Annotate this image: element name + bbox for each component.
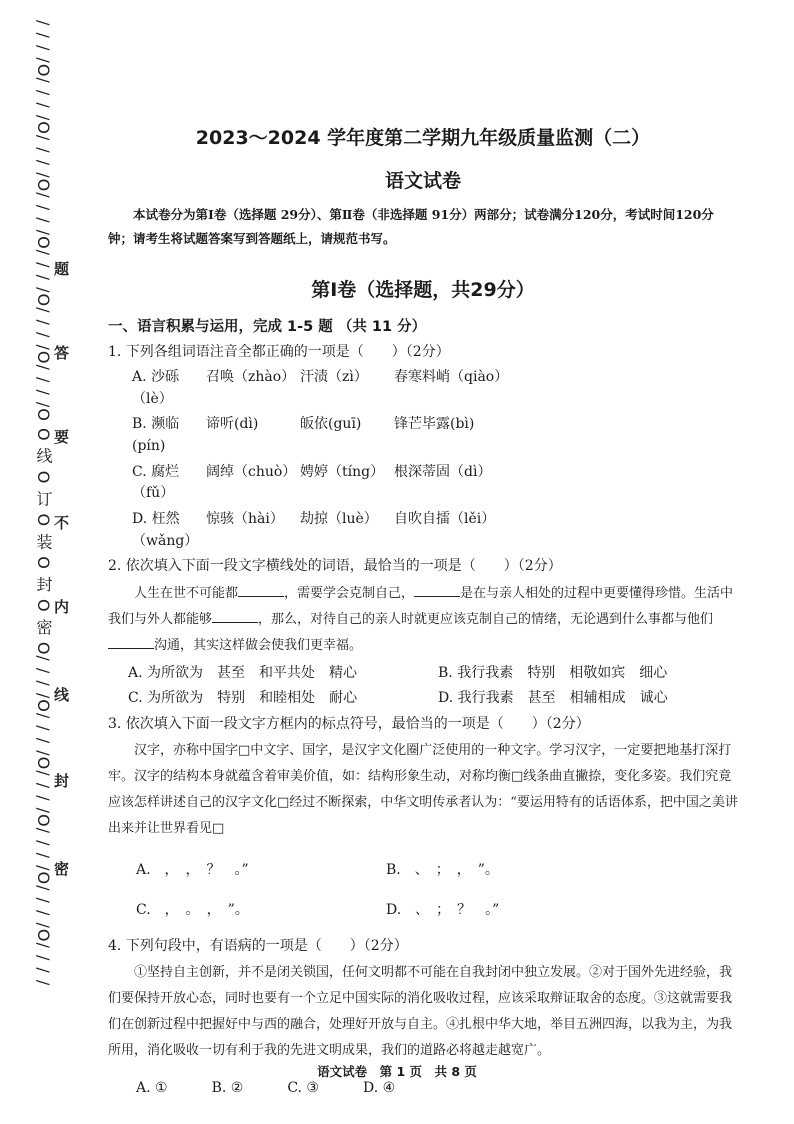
q1-option-cell: C. 腐烂（fǔ） [132, 463, 180, 502]
page-footer: 语文试卷 第 1 页 共 8 页 [317, 1064, 477, 1079]
fill-blank [108, 636, 154, 649]
fill-blank [212, 610, 258, 623]
q1-option-cell: 阔绰（chuò） [206, 463, 297, 480]
margin-word: 密 [54, 860, 70, 878]
question-3-passage: 汉字，亦称中国字□中文字、国字，是汉字文化圈广泛使用的一种文字。学习汉字，一定要把地基打深打牢。汉字的结构本身就蕴含着审美价值，如：结构形象生动，对称均衡□线条曲直撇捺，变化多姿。我们究竟应该怎样讲述自己的汉字文化□经过不断探索，中华文明传承者认为：“要运用特有的话语体系，把中国之美讲出来并让世界看见□ [108, 743, 738, 837]
q2-option: A. 为所欲为 甚至 和平共处 精心 [128, 665, 358, 682]
section-title: 一、语言积累与运用，完成 1-5 题 （共 11 分） [108, 318, 427, 335]
q1-option-cell: 谛听(dì) [206, 416, 259, 433]
question-4-passage: ①坚持自主创新，并不是闭关锁国，任何文明都不可能在自我封闭中独立发展。②对于国外先进经验，我们要保持开放心态，同时也要有一个立足中国实际的消化吸收过程，应该采取辩证取舍的态度。③这就需要我们在创新过程中把握好中与西的融合，处理好开放与自主。④扎根中华大地，举目五洲四海，以我为主，为我所用，消化吸收一切有利于我的先进文明成果，我们的道路必将越走越宽广。 [108, 965, 733, 1059]
q4-option: A. ① [136, 1080, 168, 1097]
q3-option: B. 、 ； ， ”。 [386, 862, 499, 879]
volume-title: 第Ⅰ卷（选择题，共29分） [311, 279, 535, 302]
margin-word: 题 [54, 260, 70, 278]
q1-option-cell: 惊骇（hài） [206, 511, 284, 528]
question-2-options [128, 663, 738, 709]
question-3-stem: 3. 依次填入下面一段文字方框内的标点符号，最恰当的一项是（ ）（2分） [108, 715, 590, 732]
question-4-options [136, 1078, 738, 1100]
q2-option: C. 为所欲为 特别 和睦相处 耐心 [128, 689, 358, 706]
margin-word: 封 [54, 772, 70, 790]
q2-text: ，那么，对待自己的亲人时就更应该克制自己的情绪，无论遇到什么事都与他们 [258, 612, 714, 628]
question-4-stem: 4. 下列句段中，有语病的一项是（ ）（2分） [108, 937, 408, 954]
q1-option-cell: B. 濒临(pín) [132, 416, 180, 455]
exam-subtitle: 语文试卷 [384, 170, 461, 193]
fill-blank [238, 584, 284, 597]
question-2-passage [108, 581, 738, 659]
question-3-options [136, 860, 738, 921]
question-1-stem: 1. 下列各组词语注音全都正确的一项是（ ）（2分） [108, 344, 450, 361]
exam-instructions: 本试卷分为第Ⅰ卷（选择题 29分）、第Ⅱ卷（非选择题 91分）两部分；试卷满分120分，考试时间120分钟；请考生将试题答案写到答题纸上，请规范书写。 [108, 206, 714, 246]
margin-word: 要 [54, 428, 70, 446]
q1-option-cell: 汗渍（zì） [300, 368, 368, 385]
q3-option: A. ， ， ？ 。” [136, 862, 249, 879]
q3-option: D. 、 ； ？ 。” [386, 901, 500, 918]
q1-option-cell: 劫掠（luè） [300, 511, 378, 528]
margin-word: 线 [54, 686, 70, 704]
q1-option-cell: 根深蒂固（dì） [394, 463, 492, 480]
q2-option: B. 我行我素 特别 相敬如宾 细心 [438, 665, 668, 682]
q1-option-cell: 锋芒毕露(bì) [394, 416, 475, 433]
q1-option-cell: A. 沙砾（lè） [132, 368, 180, 407]
binding-line: / / / /O/ / / /O/ / / /O/ / / /O/ / / /O/ / / /O/ / / /O O 线 O 订 O 装 O 封 O 密 O/ / / /O/ / / /O/ / / /O/ / / /O/ / / /O/ / / / [34, 20, 53, 987]
exam-page [108, 124, 738, 1100]
margin-word: 内 [54, 598, 70, 616]
q3-option: C. ， 。 ， ”。 [136, 901, 249, 918]
q1-option-cell: 皈依(guī) [300, 416, 362, 433]
q2-text: ，需要学会克制自己， [284, 586, 415, 602]
question-1-options [132, 367, 738, 553]
q1-option-cell: 召唤（zhào） [206, 368, 296, 385]
q2-option: D. 我行我素 甚至 相辅相成 诚心 [438, 689, 668, 706]
q4-option: C. ③ [287, 1080, 319, 1097]
q1-option-cell: 娉婷（tíng） [300, 463, 385, 480]
margin-word: 答 [54, 344, 70, 362]
q4-option: D. ④ [362, 1080, 396, 1097]
fill-blank [414, 584, 460, 597]
q2-text: 沟通，其实这样做会使我们更幸福。 [154, 638, 363, 654]
margin-word: 不 [54, 514, 70, 532]
question-2-stem: 2. 依次填入下面一段文字横线处的词语，最恰当的一项是（ ）（2分） [108, 558, 562, 575]
q4-option: B. ② [211, 1080, 244, 1097]
q1-option-cell: 自吹自擂（lěi） [394, 511, 496, 528]
q1-option-cell: 春寒料峭（qiào） [394, 368, 509, 385]
q2-text: 人生在世不可能都 [134, 586, 239, 602]
q2-text: 是在与亲人相处的过程中更要懂得珍惜。生活中我们与外人都能够 [108, 586, 734, 628]
exam-title: 2023～2024 学年度第二学期九年级质量监测（二） [195, 127, 651, 149]
binding-margin [14, 20, 54, 1110]
q1-option-cell: D. 枉然（wǎng） [132, 511, 199, 549]
